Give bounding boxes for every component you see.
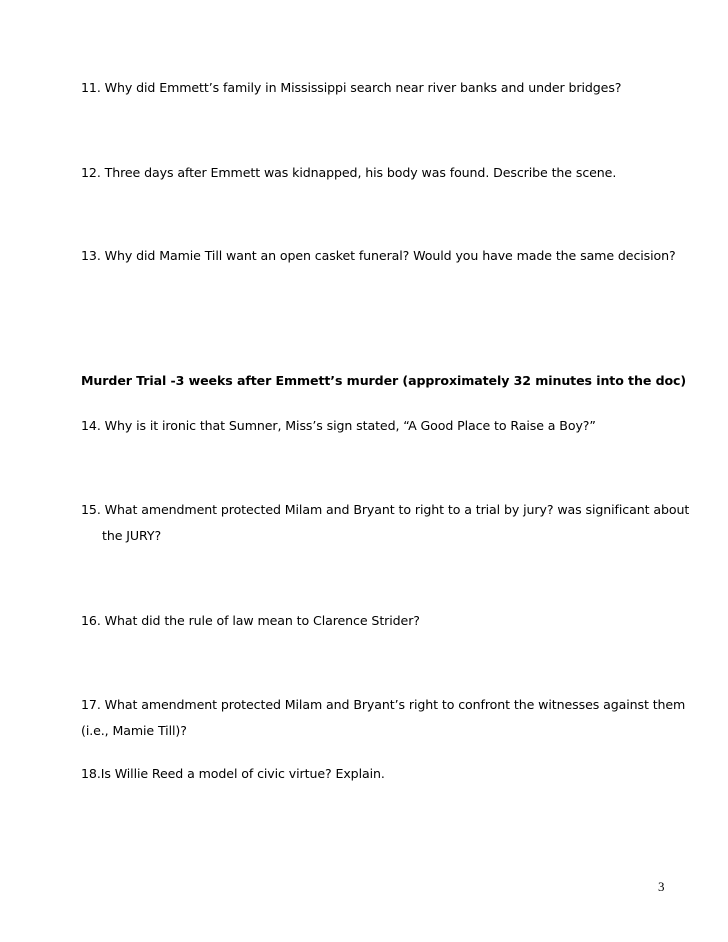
question-15-line-2: the JURY?	[102, 528, 162, 543]
question-17-line-2: (i.e., Mamie Till)?	[81, 723, 187, 738]
section-heading: Murder Trial -3 weeks after Emmett’s murder (approximately 32 minutes into the doc)	[81, 373, 687, 388]
question-15-line-1: 15. What amendment protected Milam and Bryant to right to a trial by jury? was significant about	[81, 502, 690, 517]
page-number: 3	[658, 879, 665, 894]
question-16: 16. What did the rule of law mean to Clarence Strider?	[81, 613, 420, 628]
question-13: 13. Why did Mamie Till want an open casket funeral? Would you have made the same decision?	[81, 248, 676, 263]
question-14: 14. Why is it ironic that Sumner, Miss’s sign stated, “A Good Place to Raise a Boy?”	[81, 418, 596, 433]
question-18: 18.Is Willie Reed a model of civic virtue? Explain.	[81, 766, 385, 781]
question-11: 11. Why did Emmett’s family in Mississippi search near river banks and under bridges?	[81, 80, 622, 95]
question-17-line-1: 17. What amendment protected Milam and Bryant’s right to confront the witnesses against them	[81, 697, 686, 712]
question-12: 12. Three days after Emmett was kidnapped, his body was found. Describe the scene.	[81, 165, 617, 180]
